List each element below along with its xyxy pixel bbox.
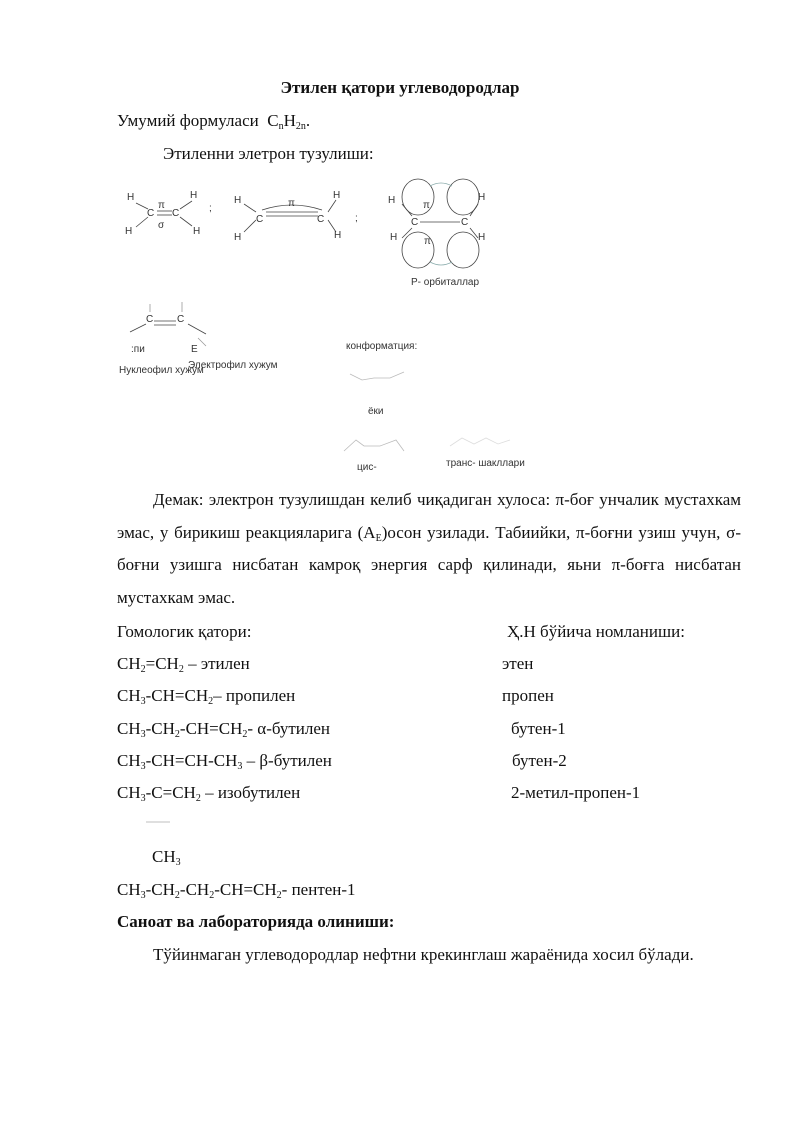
atom-h: H	[234, 195, 242, 206]
production-paragraph: Тўйинмаган углеводородлар нефтни крекинглаш жараёнида хосил бўлади.	[153, 945, 694, 964]
electron-structure-heading: Этиленни элетрон тузулиши:	[163, 144, 374, 163]
atom-h: H	[388, 195, 396, 206]
page-title: Этилен қатори углеводородлар	[280, 78, 520, 97]
sigma-bond-label: σ	[158, 220, 165, 231]
atom-c: C	[177, 314, 185, 325]
pentene-formula: $CH_3-CH_2-CH_2-CH=CH_2-$ пентен-1	[117, 880, 356, 901]
atom-h: H	[190, 190, 198, 201]
pi-bond-label: π	[158, 200, 165, 211]
homolog-series-header: Гомологик қатори:	[117, 622, 252, 641]
atom-h: H	[478, 232, 486, 243]
atom-c: C	[146, 314, 154, 325]
general-formula: $C_nH_{2n}$.	[267, 111, 311, 132]
pi-bond-label: π	[288, 198, 295, 209]
nucleophile-label: Нуклеофил хужум	[119, 365, 204, 376]
atom-c: C	[317, 214, 325, 225]
atom-h: H	[334, 230, 342, 241]
homolog-iupac-name: этен	[502, 654, 534, 673]
homolog-formula: $CH_3-C=CH_2$ – изобутилен	[117, 783, 301, 804]
separator: ;	[209, 203, 212, 214]
atom-c: C	[147, 208, 155, 219]
iupac-naming-header: Ҳ.Н бўйича номланиши:	[507, 622, 685, 641]
homolog-iupac-name: бутен-2	[512, 751, 567, 770]
electrophile-label: Электрофил хужум	[188, 360, 278, 371]
or-label: ёки	[368, 406, 384, 417]
branch-methyl: $CH_3$	[152, 847, 181, 868]
atom-h: H	[125, 226, 133, 237]
conclusion-paragraph: Демак: электрон тузулишдан келиб чиқадиган хулоса: π-боғ унчалик мустахкам эмас, у бирикиш реакцияларига $(А_Е)осон$ узилади. Табиийки, π-боғни узиш учун, σ-боғни узишга нисбатан камроқ энергия сарф қилинади, яьни π-боғга нисбатан мустахкам эмас.	[117, 490, 741, 607]
p-orbitals-label: Р- орбиталлар	[411, 277, 480, 288]
ethylene-structure-diagram	[0, 0, 800, 480]
atom-c: C	[172, 208, 180, 219]
pi-label: :пи	[131, 344, 145, 355]
pi-bond-label: π	[423, 200, 430, 211]
atom-h: H	[234, 232, 242, 243]
atom-h: H	[127, 192, 135, 203]
homolog-formula: $CH_3-CH_2-CH=CH_2-$ α-бутилен	[117, 719, 331, 740]
electrophile-symbol: E	[191, 344, 198, 355]
conformation-label: конформатция:	[346, 341, 418, 352]
trans-label: транс- шакллари	[446, 458, 525, 469]
homolog-iupac-name: бутен-1	[511, 719, 566, 738]
homolog-iupac-name: пропен	[502, 686, 554, 705]
atom-h: H	[193, 226, 201, 237]
pi-bond-label: π	[424, 236, 431, 247]
atom-h: H	[333, 190, 341, 201]
atom-c: C	[461, 217, 469, 228]
homolog-formula: $CH_3-CH=CH-CH_3$ – β-бутилен	[117, 751, 332, 772]
general-formula-label: Умумий формуласи	[117, 111, 259, 130]
cis-label: цис-	[357, 462, 377, 473]
homolog-formula: $CH_2=CH_2$ – этилен	[117, 654, 250, 675]
atom-c: C	[256, 214, 264, 225]
atom-h: H	[478, 192, 486, 203]
production-heading: Саноат ва лабораторияда олиниши:	[117, 912, 395, 931]
atom-c: C	[411, 217, 419, 228]
homolog-iupac-name: 2-метил-пропен-1	[511, 783, 641, 802]
separator: ;	[355, 213, 358, 224]
homolog-formula: $CH_3-CH=CH_2-$ пропилен	[117, 686, 296, 707]
atom-h: H	[390, 232, 398, 243]
